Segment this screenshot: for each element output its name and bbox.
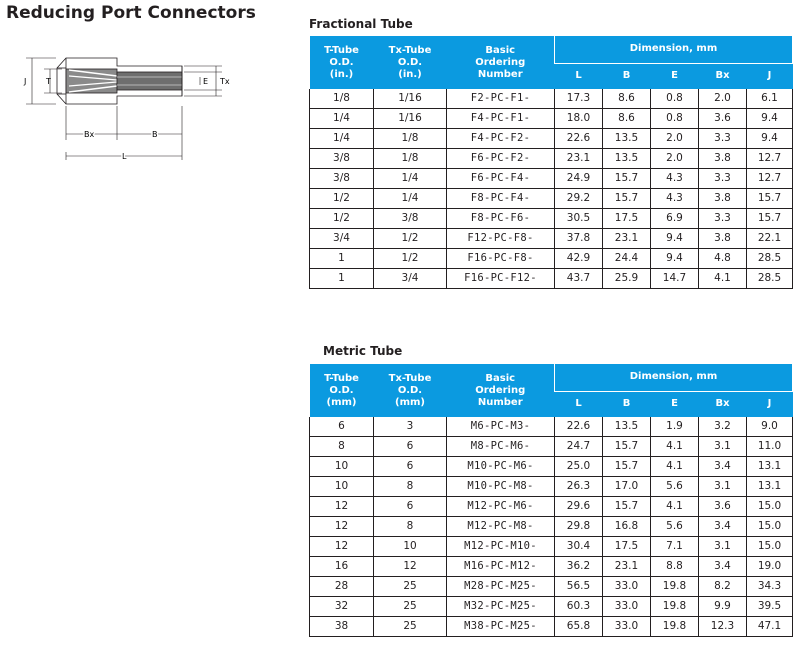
col-header-b: B [603,391,651,417]
cell-j: 15.0 [747,497,793,517]
cell-tx-tube: 3 [374,417,447,437]
table-row [310,249,793,269]
dim-label-e: E [203,77,209,86]
cell-t-tube: 8 [310,437,374,457]
cell-tx-tube: 1/16 [374,89,447,109]
fractional-table-body [310,89,793,289]
cell-bx: 12.3 [699,617,747,637]
col-header-dimension: Dimension, mm [555,36,793,63]
table-row [310,417,793,437]
dim-label-t: T [46,77,51,86]
cell-j: 13.1 [747,477,793,497]
cell-t-tube: 3/8 [310,149,374,169]
cell-b: 23.1 [603,229,651,249]
cell-l: 30.4 [555,537,603,557]
cell-t-tube: 3/4 [310,229,374,249]
cell-l: 43.7 [555,269,603,289]
cell-t-tube: 1 [310,269,374,289]
cell-j: 19.0 [747,557,793,577]
cell-e: 5.6 [651,517,699,537]
dim-label-tx: Tx [220,77,230,86]
col-header-bx: Bx [699,391,747,417]
cell-j: 6.1 [747,89,793,109]
cell-b: 33.0 [603,577,651,597]
cell-e: 4.1 [651,437,699,457]
col-header-j: J [747,63,793,89]
cell-j: 28.5 [747,269,793,289]
cell-t-tube: 1/4 [310,109,374,129]
col-header-e: E [651,391,699,417]
cell-e: 9.4 [651,249,699,269]
col-header-ordering-number: Basic Ordering Number [447,364,555,417]
cell-e: 19.8 [651,617,699,637]
cell-bx: 3.6 [699,497,747,517]
col-header-t-tube: T-Tube O.D. (mm) [310,364,374,417]
metric-tube-table [309,364,793,637]
dim-label-j: J [24,77,27,86]
cell-l: 24.9 [555,169,603,189]
table-row [310,269,793,289]
table-row [310,557,793,577]
cell-t-tube: 28 [310,577,374,597]
cell-j: 34.3 [747,577,793,597]
cell-bx: 3.1 [699,537,747,557]
cell-j: 28.5 [747,249,793,269]
cell-ordering-number: M12-PC-M10- [447,537,555,557]
fractional-section-title: Fractional Tube [309,17,413,31]
cell-bx: 3.8 [699,229,747,249]
cell-b: 13.5 [603,129,651,149]
cell-e: 4.1 [651,457,699,477]
cell-e: 1.9 [651,417,699,437]
cell-l: 26.3 [555,477,603,497]
cell-tx-tube: 3/8 [374,209,447,229]
cell-tx-tube: 25 [374,597,447,617]
cell-t-tube: 1/2 [310,189,374,209]
cell-t-tube: 6 [310,417,374,437]
cell-j: 47.1 [747,617,793,637]
col-header-e: E [651,63,699,89]
cell-e: 4.1 [651,497,699,517]
cell-b: 15.7 [603,189,651,209]
cell-j: 15.0 [747,517,793,537]
cell-b: 25.9 [603,269,651,289]
cell-tx-tube: 25 [374,617,447,637]
cell-e: 7.1 [651,537,699,557]
cell-ordering-number: F6-PC-F2- [447,149,555,169]
table-row [310,597,793,617]
cell-ordering-number: M16-PC-M12- [447,557,555,577]
cell-tx-tube: 6 [374,497,447,517]
cell-b: 33.0 [603,617,651,637]
cell-ordering-number: F6-PC-F4- [447,169,555,189]
cell-b: 15.7 [603,437,651,457]
cell-b: 23.1 [603,557,651,577]
table-row [310,437,793,457]
cell-tx-tube: 1/8 [374,129,447,149]
cell-e: 8.8 [651,557,699,577]
col-header-tx-tube: Tx-Tube O.D. (mm) [374,364,447,417]
col-header-l: L [555,63,603,89]
cell-t-tube: 1/4 [310,129,374,149]
cell-ordering-number: M28-PC-M25- [447,577,555,597]
cell-ordering-number: M32-PC-M25- [447,597,555,617]
cell-l: 17.3 [555,89,603,109]
cell-l: 22.6 [555,129,603,149]
cell-b: 13.5 [603,149,651,169]
cell-ordering-number: M10-PC-M8- [447,477,555,497]
cell-l: 18.0 [555,109,603,129]
cell-j: 9.4 [747,109,793,129]
cell-b: 16.8 [603,517,651,537]
col-header-dimension: Dimension, mm [555,364,793,391]
col-header-j: J [747,391,793,417]
cell-j: 12.7 [747,169,793,189]
cell-l: 24.7 [555,437,603,457]
cell-ordering-number: M12-PC-M8- [447,517,555,537]
cell-e: 0.8 [651,109,699,129]
cell-l: 65.8 [555,617,603,637]
cell-e: 4.3 [651,189,699,209]
cell-tx-tube: 1/4 [374,189,447,209]
cell-bx: 3.6 [699,109,747,129]
cell-l: 60.3 [555,597,603,617]
cell-t-tube: 1/8 [310,89,374,109]
cell-t-tube: 38 [310,617,374,637]
cell-bx: 4.1 [699,269,747,289]
cell-t-tube: 16 [310,557,374,577]
cell-ordering-number: F16-PC-F12- [447,269,555,289]
table-row [310,537,793,557]
cell-t-tube: 10 [310,457,374,477]
table-row [310,577,793,597]
cell-ordering-number: F4-PC-F2- [447,129,555,149]
cell-bx: 9.9 [699,597,747,617]
table-row [310,169,793,189]
page-title: Reducing Port Connectors [6,3,256,23]
cell-bx: 3.3 [699,169,747,189]
cell-l: 22.6 [555,417,603,437]
cell-b: 15.7 [603,457,651,477]
cell-b: 8.6 [603,89,651,109]
cell-tx-tube: 3/4 [374,269,447,289]
dim-label-bx: Bx [84,130,95,139]
cell-l: 56.5 [555,577,603,597]
dim-label-l: L [122,152,127,161]
cell-t-tube: 1/2 [310,209,374,229]
cell-ordering-number: F8-PC-F4- [447,189,555,209]
cell-ordering-number: F8-PC-F6- [447,209,555,229]
cell-tx-tube: 1/2 [374,229,447,249]
cell-j: 13.1 [747,457,793,477]
cell-t-tube: 12 [310,537,374,557]
table-row [310,129,793,149]
cell-bx: 3.8 [699,189,747,209]
cell-l: 37.8 [555,229,603,249]
table-row [310,457,793,477]
cell-tx-tube: 10 [374,537,447,557]
cell-l: 29.8 [555,517,603,537]
cell-l: 29.2 [555,189,603,209]
cell-ordering-number: M38-PC-M25- [447,617,555,637]
cell-l: 29.6 [555,497,603,517]
cell-b: 33.0 [603,597,651,617]
cell-tx-tube: 6 [374,437,447,457]
cell-t-tube: 12 [310,517,374,537]
cell-b: 17.0 [603,477,651,497]
cell-e: 6.9 [651,209,699,229]
cell-tx-tube: 1/4 [374,169,447,189]
cell-l: 23.1 [555,149,603,169]
table-row [310,189,793,209]
cell-bx: 3.8 [699,149,747,169]
col-header-l: L [555,391,603,417]
cell-tx-tube: 8 [374,517,447,537]
table-row [310,149,793,169]
fractional-tube-table [309,36,793,289]
cell-ordering-number: F12-PC-F8- [447,229,555,249]
col-header-ordering-number: Basic Ordering Number [447,36,555,89]
cell-ordering-number: M8-PC-M6- [447,437,555,457]
cell-tx-tube: 1/16 [374,109,447,129]
cell-bx: 3.2 [699,417,747,437]
cell-tx-tube: 1/2 [374,249,447,269]
cell-ordering-number: F4-PC-F1- [447,109,555,129]
cell-t-tube: 32 [310,597,374,617]
cell-j: 12.7 [747,149,793,169]
cell-tx-tube: 8 [374,477,447,497]
cell-e: 0.8 [651,89,699,109]
cell-t-tube: 3/8 [310,169,374,189]
table-row [310,109,793,129]
cell-b: 15.7 [603,497,651,517]
cell-tx-tube: 12 [374,557,447,577]
cell-ordering-number: F2-PC-F1- [447,89,555,109]
cell-j: 9.0 [747,417,793,437]
metric-table-body [310,417,793,637]
cell-e: 2.0 [651,149,699,169]
cell-b: 17.5 [603,537,651,557]
cell-e: 9.4 [651,229,699,249]
cell-l: 25.0 [555,457,603,477]
cell-b: 17.5 [603,209,651,229]
cell-j: 39.5 [747,597,793,617]
col-header-tx-tube: Tx-Tube O.D. (in.) [374,36,447,89]
cell-j: 22.1 [747,229,793,249]
cell-e: 5.6 [651,477,699,497]
cell-ordering-number: F16-PC-F8- [447,249,555,269]
col-header-b: B [603,63,651,89]
metric-section-title: Metric Tube [323,344,403,358]
cell-l: 30.5 [555,209,603,229]
cell-e: 19.8 [651,597,699,617]
cell-bx: 3.1 [699,477,747,497]
table-row [310,517,793,537]
cell-b: 15.7 [603,169,651,189]
cell-t-tube: 10 [310,477,374,497]
cell-j: 15.0 [747,537,793,557]
table-row [310,209,793,229]
cell-bx: 2.0 [699,89,747,109]
cell-tx-tube: 25 [374,577,447,597]
cell-bx: 3.3 [699,209,747,229]
cell-bx: 3.3 [699,129,747,149]
cell-t-tube: 12 [310,497,374,517]
cell-l: 42.9 [555,249,603,269]
cell-ordering-number: M10-PC-M6- [447,457,555,477]
cell-bx: 3.4 [699,517,747,537]
table-row [310,477,793,497]
cell-b: 24.4 [603,249,651,269]
cell-j: 9.4 [747,129,793,149]
table-row [310,497,793,517]
cell-e: 19.8 [651,577,699,597]
table-row [310,229,793,249]
cell-b: 13.5 [603,417,651,437]
cell-bx: 8.2 [699,577,747,597]
cell-j: 11.0 [747,437,793,457]
cell-ordering-number: M12-PC-M6- [447,497,555,517]
cell-bx: 3.1 [699,437,747,457]
cell-t-tube: 1 [310,249,374,269]
cell-j: 15.7 [747,189,793,209]
cell-bx: 3.4 [699,457,747,477]
cell-tx-tube: 1/8 [374,149,447,169]
cell-e: 14.7 [651,269,699,289]
cell-bx: 4.8 [699,249,747,269]
cell-e: 2.0 [651,129,699,149]
cell-tx-tube: 6 [374,457,447,477]
connector-body [57,58,182,104]
table-row [310,617,793,637]
connector-dimension-diagram [22,52,237,167]
dim-label-b: B [152,130,158,139]
cell-e: 4.3 [651,169,699,189]
cell-l: 36.2 [555,557,603,577]
cell-bx: 3.4 [699,557,747,577]
col-header-bx: Bx [699,63,747,89]
table-row [310,89,793,109]
cell-b: 8.6 [603,109,651,129]
cell-ordering-number: M6-PC-M3- [447,417,555,437]
cell-j: 15.7 [747,209,793,229]
col-header-t-tube: T-Tube O.D. (in.) [310,36,374,89]
